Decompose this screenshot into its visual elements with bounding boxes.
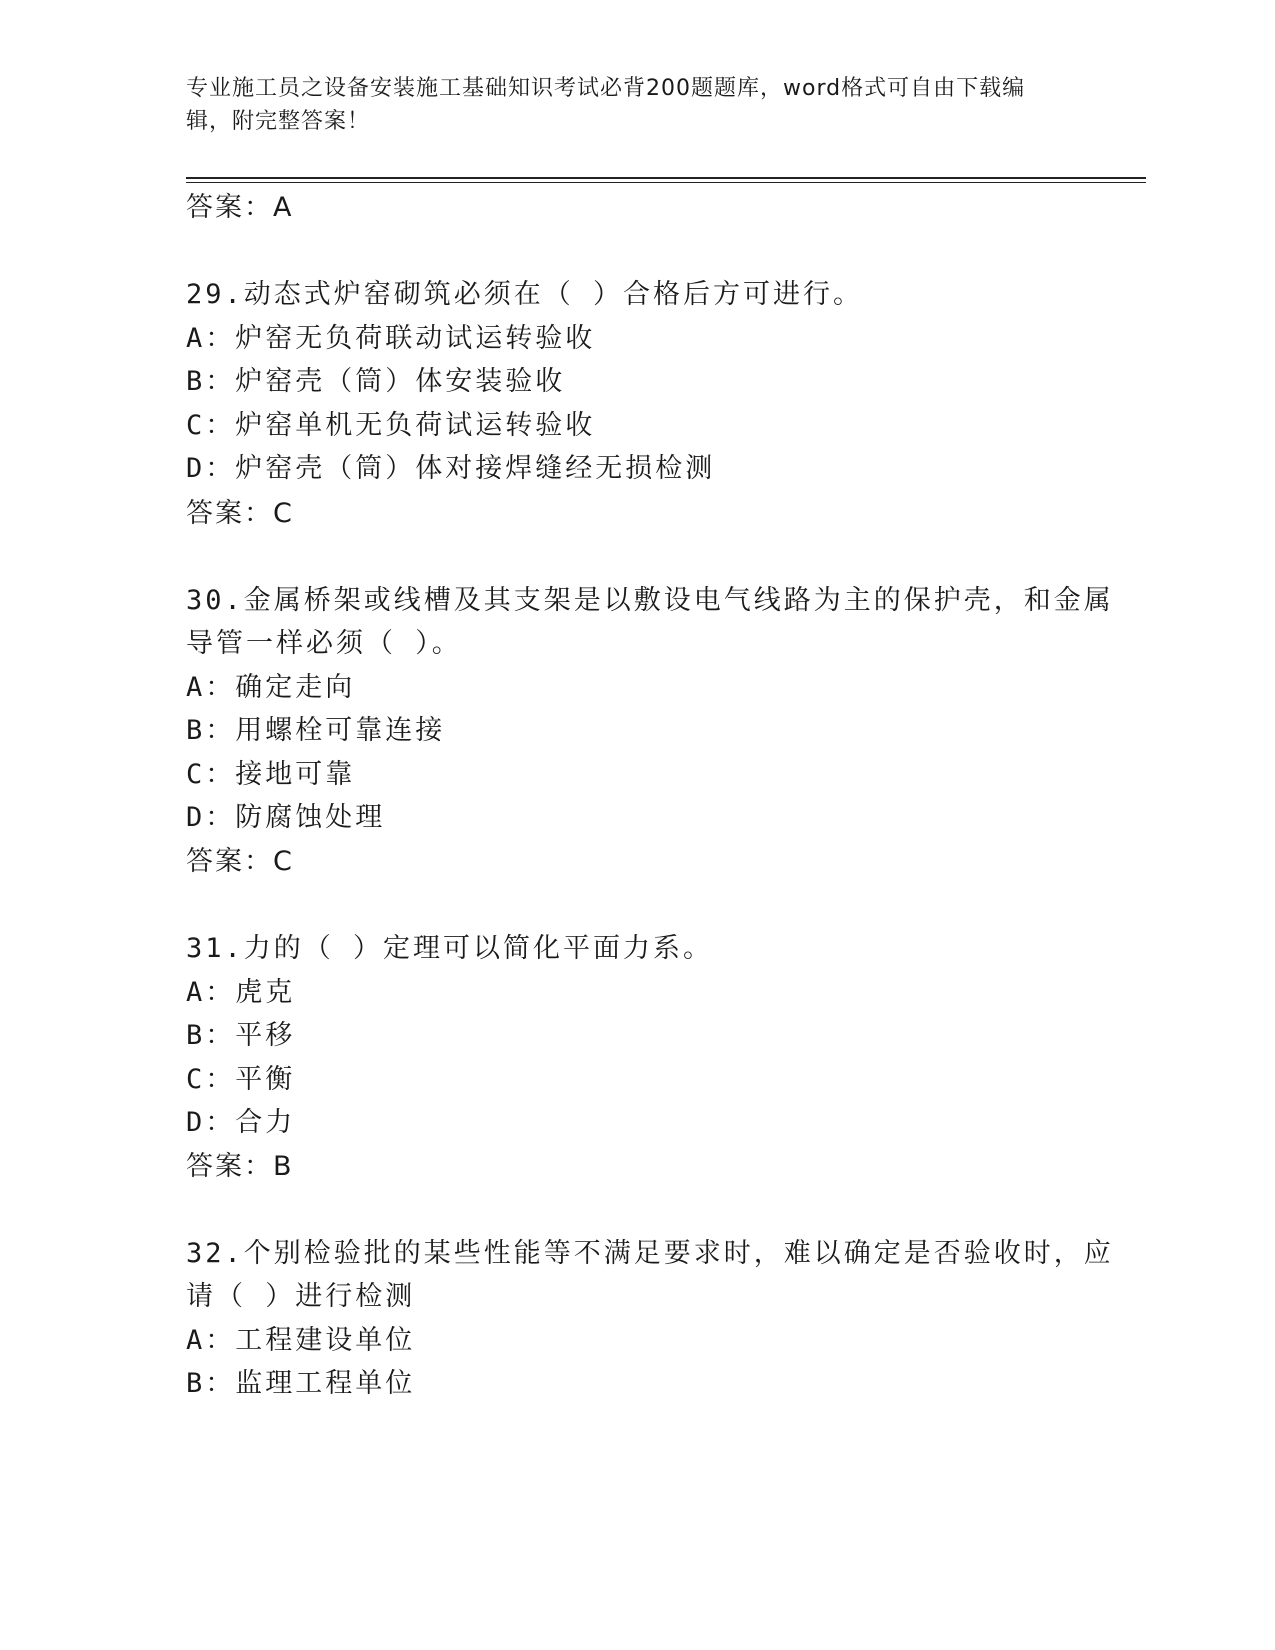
question-30-option-a: A：确定走向 [186, 672, 356, 703]
question-32-stem-line-1: 32.个别检验批的某些性能等不满足要求时，难以确定是否验收时，应 [186, 1238, 1114, 1269]
question-29-option-b: B：炉窑壳（筒）体安装验收 [186, 366, 566, 397]
document-header: 专业施工员之设备安装施工基础知识考试必背200题题库，word格式可自由下载编辑，附完整答案！ [186, 76, 1026, 134]
question-29-option-a: A：炉窑无负荷联动试运转验收 [186, 323, 596, 354]
question-31-option-a: A：虎克 [186, 977, 296, 1008]
question-30-answer: 答案：C [186, 846, 294, 877]
question-29-answer: 答案：C [186, 498, 294, 529]
question-31-stem: 31.力的（ ）定理可以简化平面力系。 [186, 933, 714, 964]
question-31-option-d: D：合力 [186, 1107, 296, 1138]
question-32-option-a: A：工程建设单位 [186, 1325, 416, 1356]
question-30-option-d: D：防腐蚀处理 [186, 802, 386, 833]
question-31-answer: 答案：B [186, 1151, 294, 1182]
question-29-option-d: D：炉窑壳（筒）体对接焊缝经无损检测 [186, 453, 716, 484]
question-31-option-b: B：平移 [186, 1020, 296, 1051]
question-31-option-c: C：平衡 [186, 1064, 296, 1095]
question-30-option-c: C：接地可靠 [186, 759, 356, 790]
question-29-option-c: C：炉窑单机无负荷试运转验收 [186, 410, 596, 441]
header-divider-thick [186, 177, 1146, 179]
question-32-option-b: B：监理工程单位 [186, 1368, 416, 1399]
question-32-stem-line-2: 请（ ）进行检测 [186, 1281, 416, 1312]
question-30-stem-line-1: 30.金属桥架或线槽及其支架是以敷设电气线路为主的保护壳，和金属 [186, 585, 1114, 616]
question-30-stem-line-2: 导管一样必须（ ）。 [186, 628, 462, 659]
header-divider-thin [186, 182, 1146, 183]
question-30-option-b: B：用螺栓可靠连接 [186, 715, 446, 746]
question-29-stem: 29.动态式炉窑砌筑必须在（ ）合格后方可进行。 [186, 279, 864, 310]
previous-answer: 答案：A [186, 192, 294, 223]
